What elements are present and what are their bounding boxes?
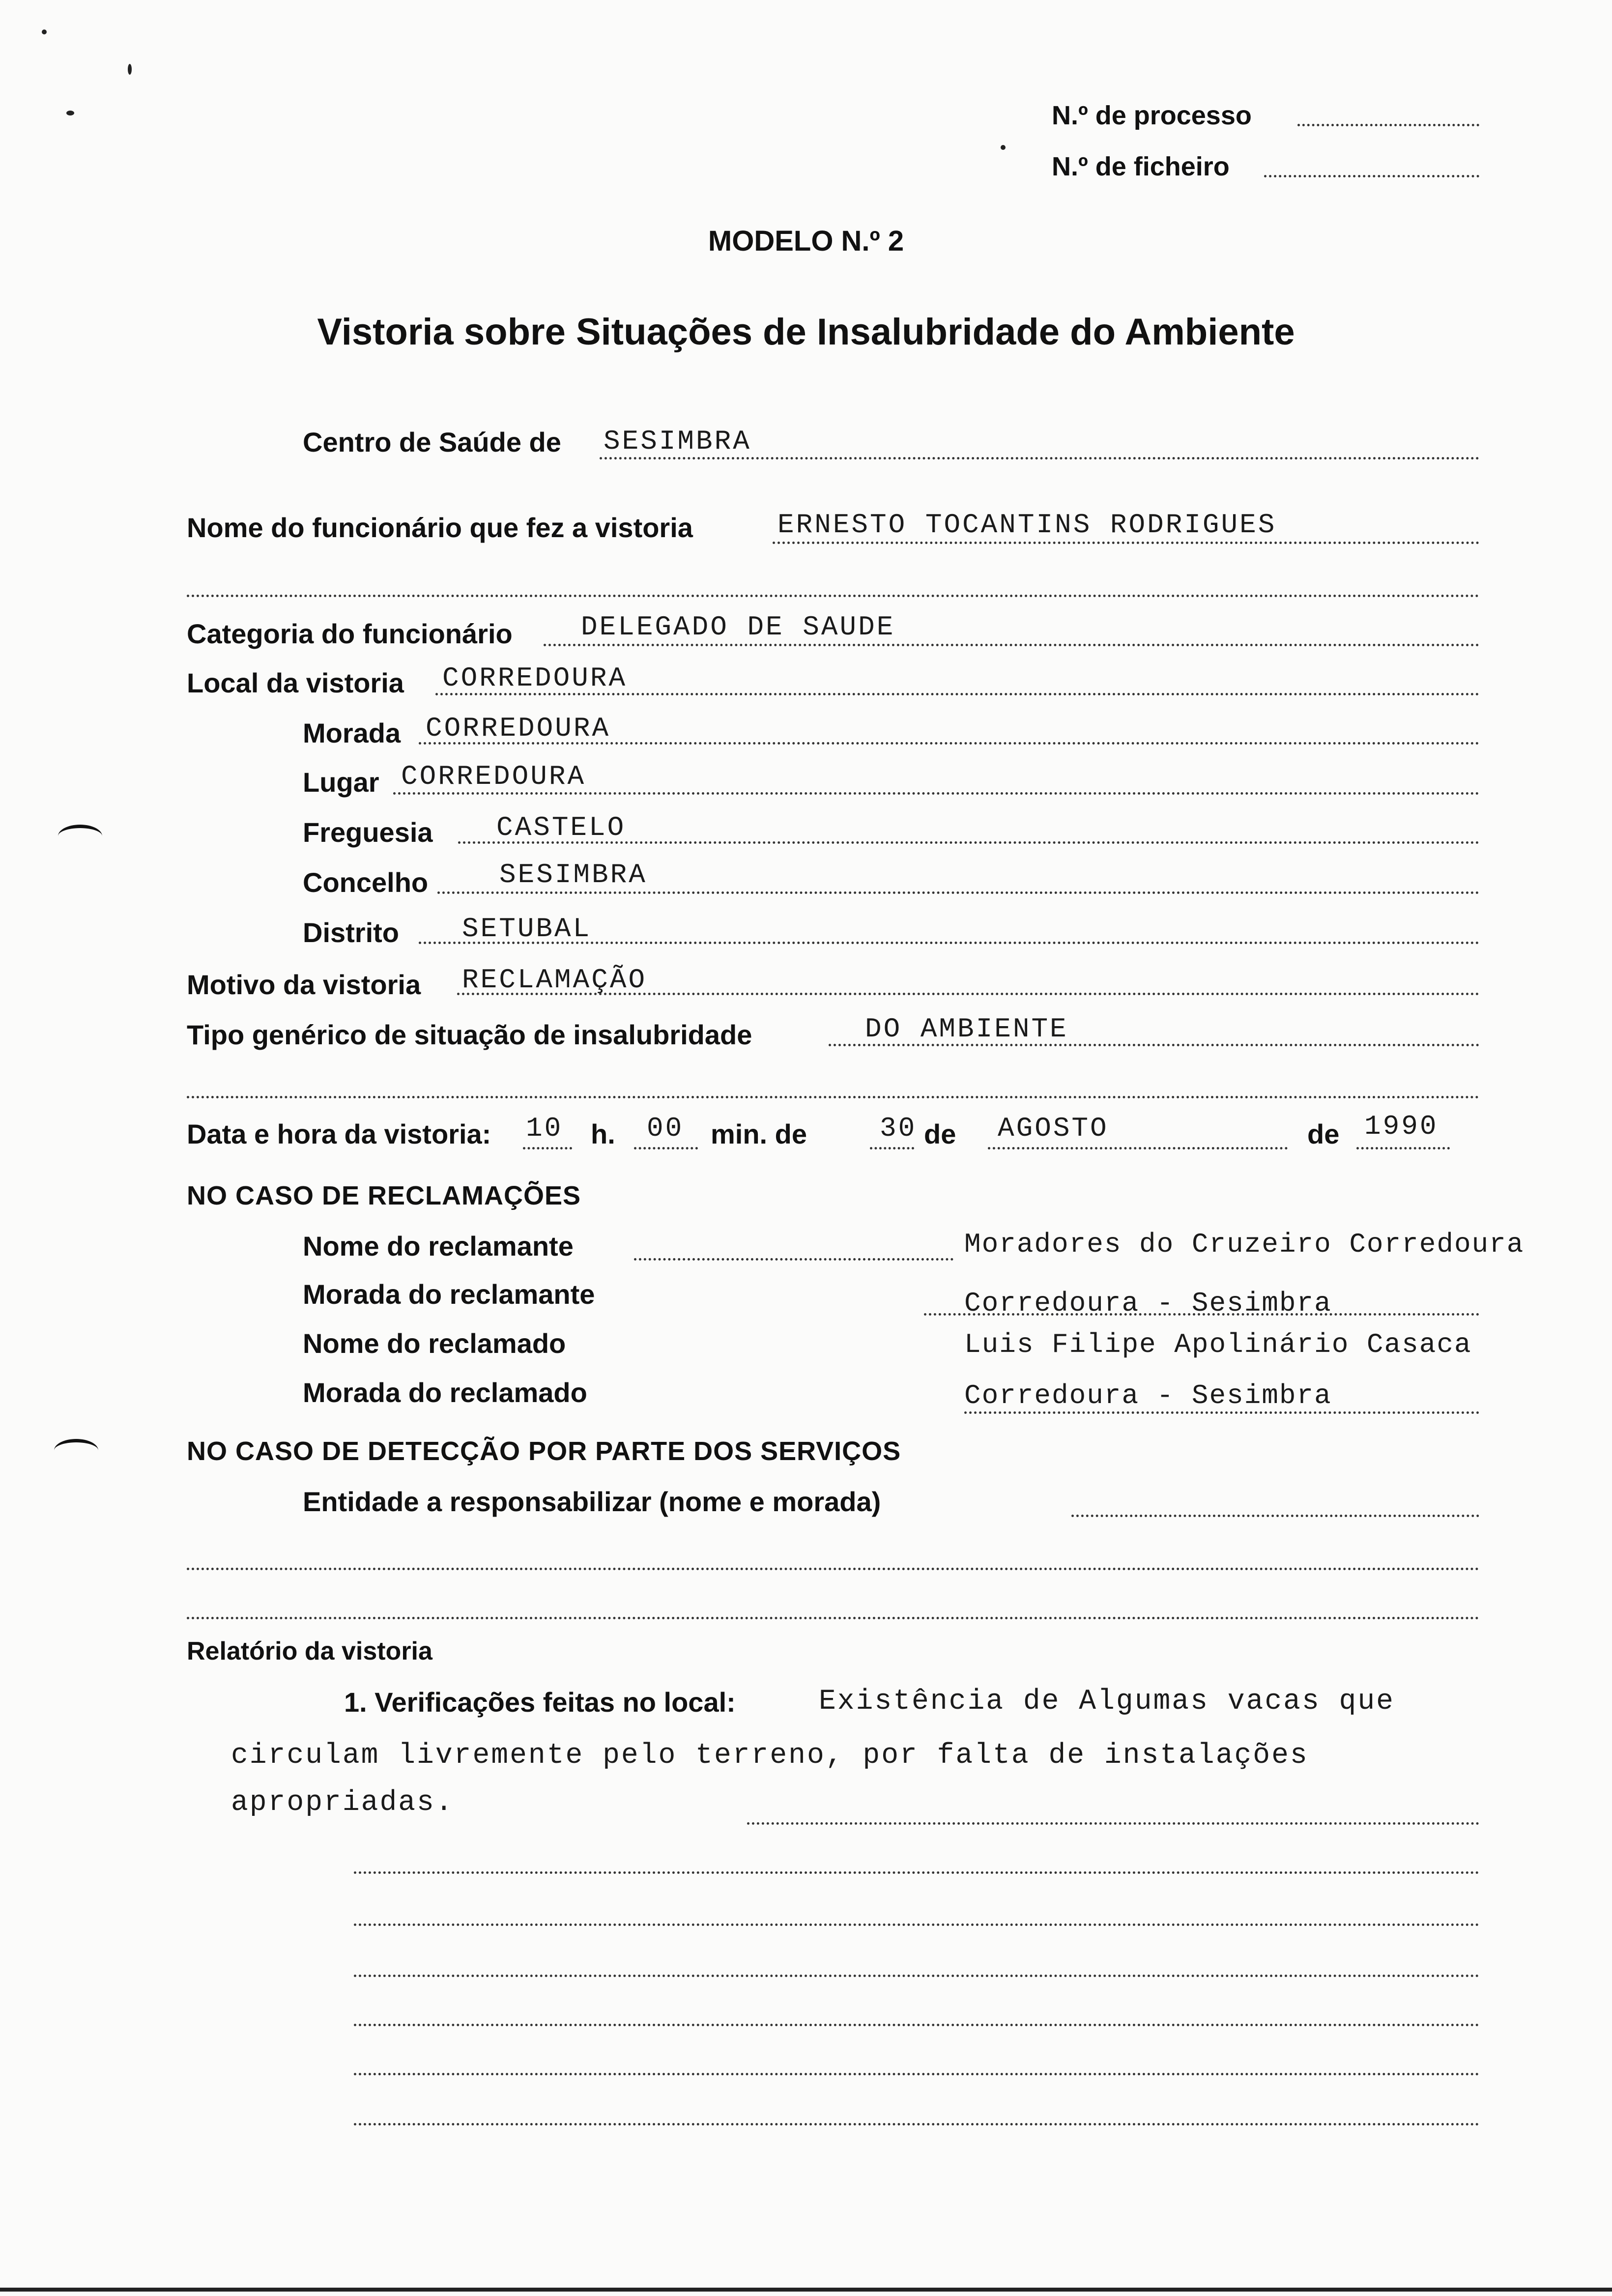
tipo-label: Tipo genérico de situação de insalubridade [187,1019,752,1050]
dia-line[interactable] [870,1147,914,1149]
relatorio-heading: Relatório da vistoria [187,1637,432,1665]
lugar-value: CORREDOURA [401,761,586,792]
local-line[interactable] [435,693,1479,695]
categoria-label: Categoria do funcionário [187,618,513,649]
deteccao-heading: NO CASO DE DETECÇÃO POR PARTE DOS SERVIÇOS [187,1436,901,1466]
morada-reclamante-label: Morada do reclamante [303,1279,595,1310]
de2-label: de [1307,1119,1340,1149]
tipo-value: DO AMBIENTE [865,1013,1068,1045]
reclamante-label: Nome do reclamante [303,1231,574,1262]
distrito-label: Distrito [303,917,399,948]
min-label: min. de [711,1119,807,1149]
page-bottom-edge [0,2288,1612,2292]
modelo-label: MODELO N.º 2 [708,225,904,257]
verificacoes-line-2: circulam livremente pelo terreno, por falta de instalações [231,1740,1309,1772]
ficheiro-label: N.º de ficheiro [1052,152,1230,181]
dia-value: 30 [880,1113,917,1144]
motivo-line[interactable] [457,993,1479,995]
processo-line[interactable] [1297,124,1479,126]
entidade-line-2[interactable] [187,1568,1479,1570]
freguesia-label: Freguesia [303,817,433,848]
local-value: CORREDOURA [442,662,628,694]
funcionario-value: ERNESTO TOCANTINS RODRIGUES [777,509,1277,541]
ficheiro-line[interactable] [1264,175,1479,177]
centro-label: Centro de Saúde de [303,427,561,458]
scan-speck [42,29,47,34]
reclamado-value: Luis Filipe Apolinário Casaca [964,1329,1472,1360]
freguesia-line[interactable] [458,841,1479,844]
mes-value: AGOSTO [998,1113,1109,1144]
morada-reclamado-line[interactable] [964,1411,1479,1414]
h-label: h. [591,1119,615,1149]
morada-reclamado-value: Corredoura - Sesimbra [964,1380,1332,1411]
concelho-label: Concelho [303,867,429,898]
morada-value: CORREDOURA [426,713,611,744]
freguesia-value: CASTELO [496,812,626,843]
lugar-label: Lugar [303,767,379,798]
ano-value: 1990 [1364,1111,1439,1142]
entidade-line[interactable] [1071,1515,1479,1517]
hora-line[interactable] [523,1147,572,1149]
processo-label: N.º de processo [1052,101,1252,130]
data-label: Data e hora da vistoria: [187,1119,491,1149]
distrito-value: SETUBAL [462,913,592,945]
entidade-label: Entidade a responsabilizar (nome e morada) [303,1486,881,1517]
relatorio-line-3[interactable] [354,1923,1479,1926]
punch-hole-mark [54,1439,98,1462]
morada-reclamante-value: Corredoura - Sesimbra [964,1288,1332,1319]
categoria-value: DELEGADO DE SAUDE [581,611,895,643]
centro-value: SESIMBRA [604,426,751,457]
verificacoes-label: 1. Verificações feitas no local: [344,1687,736,1718]
relatorio-line-2[interactable] [354,1871,1479,1874]
morada-label: Morada [303,718,401,748]
reclamacoes-heading: NO CASO DE RECLAMAÇÕES [187,1181,581,1210]
funcionario-line[interactable] [773,542,1479,544]
mes-line[interactable] [988,1147,1288,1149]
morada-line[interactable] [419,742,1479,745]
motivo-value: RECLAMAÇÃO [462,964,647,996]
entidade-line-3[interactable] [187,1617,1479,1619]
tipo-line-2[interactable] [187,1096,1479,1098]
scan-speck [128,64,132,75]
relatorio-line-7[interactable] [354,2123,1479,2125]
relatorio-line-1[interactable] [747,1822,1479,1825]
reclamante-value: Moradores do Cruzeiro Corredoura [964,1229,1525,1260]
scan-speck [66,111,74,115]
morada-reclamante-line[interactable] [924,1313,1479,1316]
tipo-line[interactable] [829,1044,1479,1046]
reclamado-label: Nome do reclamado [303,1328,566,1359]
funcionario-label: Nome do funcionário que fez a vistoria [187,512,693,543]
morada-reclamado-label: Morada do reclamado [303,1377,587,1408]
motivo-label: Motivo da vistoria [187,969,421,1000]
concelho-value: SESIMBRA [499,859,647,890]
distrito-line[interactable] [419,942,1479,944]
verificacoes-line-1: Existência de Algumas vacas que [819,1686,1395,1718]
verificacoes-line-3: apropriadas. [231,1787,454,1819]
relatorio-line-5[interactable] [354,2024,1479,2026]
centro-line[interactable] [600,457,1479,459]
local-label: Local da vistoria [187,667,404,698]
min-line[interactable] [634,1147,698,1149]
ano-line[interactable] [1356,1147,1450,1149]
hora-value: 10 [526,1113,563,1144]
scan-speck [1001,145,1006,150]
categoria-line[interactable] [544,644,1479,646]
lugar-line[interactable] [393,792,1479,795]
punch-hole-mark [58,825,102,848]
page-title: Vistoria sobre Situações de Insalubridade do Ambiente [317,311,1295,353]
min-value: 00 [647,1113,684,1144]
relatorio-line-6[interactable] [354,2073,1479,2075]
relatorio-line-4[interactable] [354,1975,1479,1977]
concelho-line[interactable] [437,891,1479,894]
reclamante-line[interactable] [634,1258,953,1261]
de-label: de [924,1119,956,1149]
funcionario-line-2[interactable] [187,595,1479,597]
